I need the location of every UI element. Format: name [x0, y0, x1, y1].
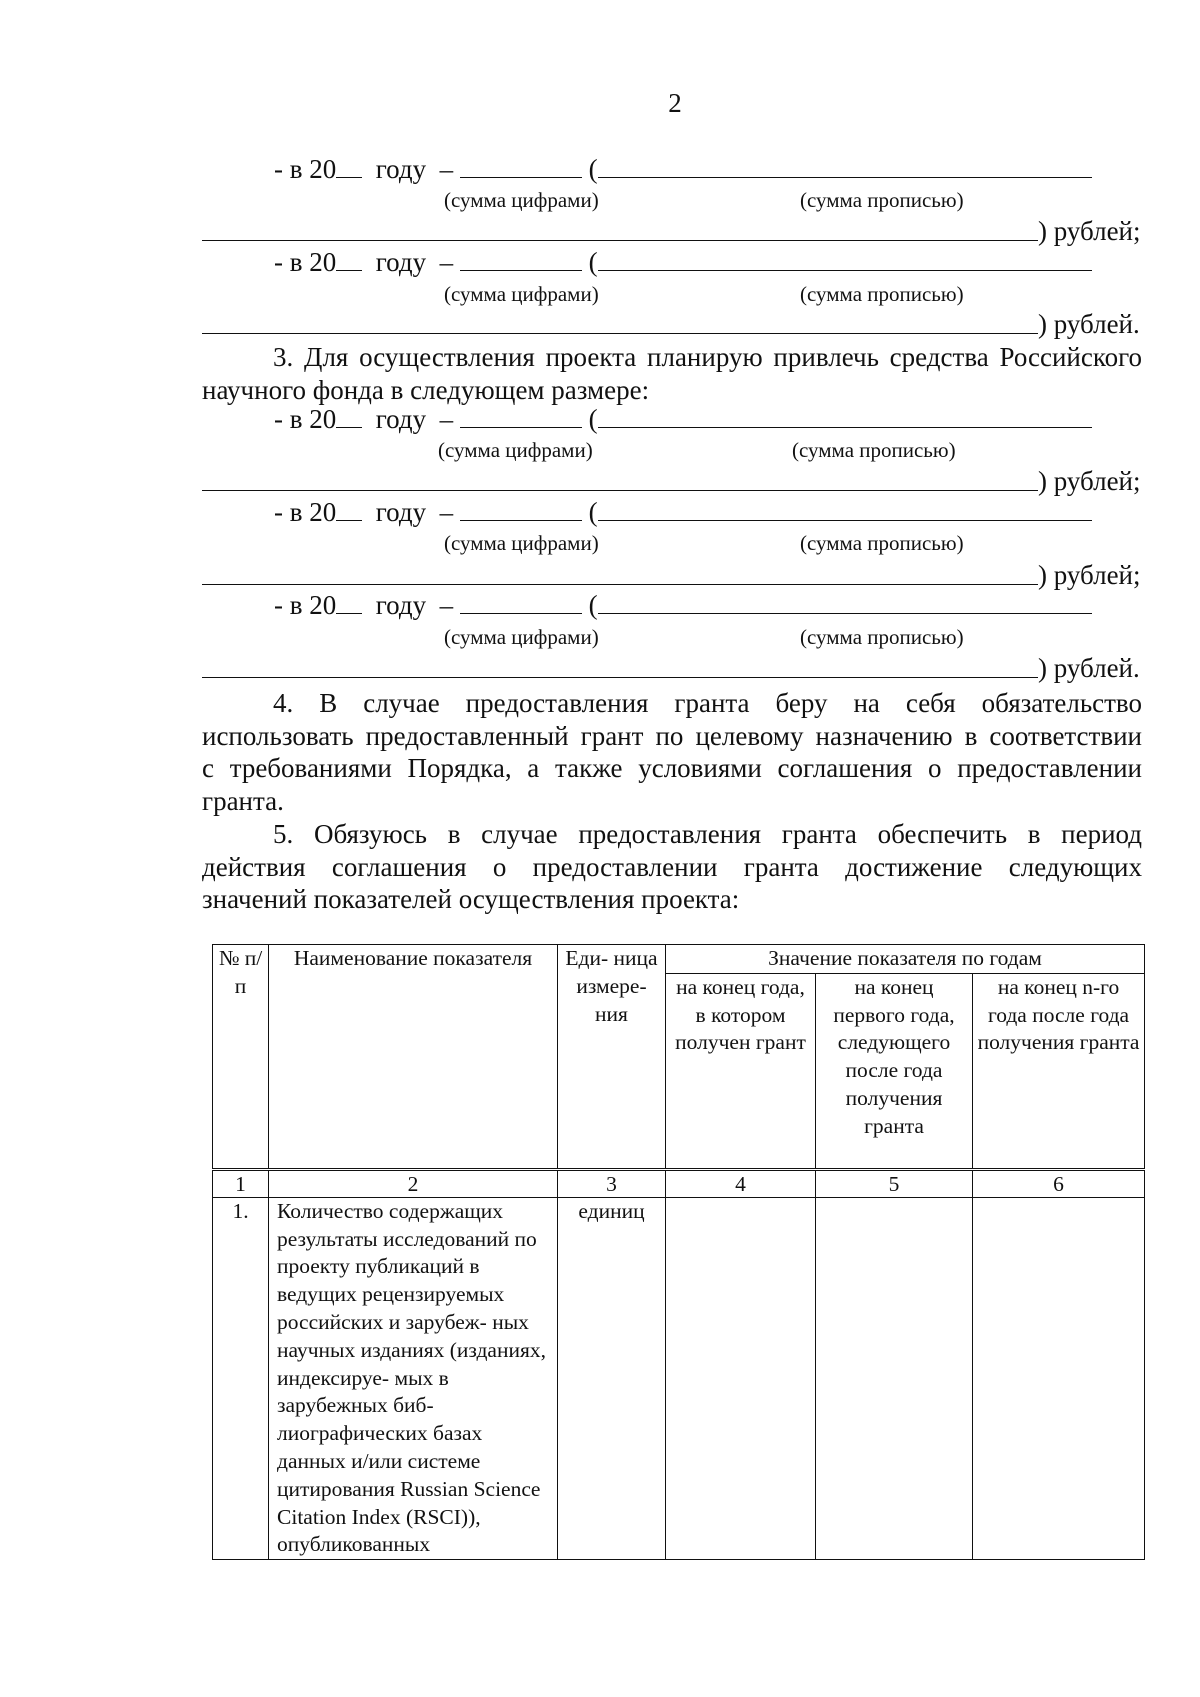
sum-words-blank[interactable]	[598, 591, 1092, 614]
year-word: году	[375, 404, 427, 434]
year-blank[interactable]	[336, 248, 362, 271]
paragraph-4-line: с требованиями Порядка, а также условиями соглашения о предоставлении	[202, 753, 1142, 783]
year-prefix: - в 20	[274, 404, 337, 434]
dash: –	[439, 590, 454, 620]
paragraph-5	[202, 818, 1142, 916]
caption-sum-digits: (сумма цифрами)	[444, 282, 599, 306]
dash: –	[439, 404, 454, 434]
column-number: 4	[666, 1169, 816, 1197]
header-col4: на конец года, в котором получен грант	[666, 973, 816, 1169]
paragraph-5-line: действия соглашения о предоставлении гранта достижение следующих	[202, 851, 1142, 882]
year-blank[interactable]	[336, 155, 362, 178]
sum-words-continuation-blank[interactable]	[202, 490, 1038, 491]
sum-digits-blank[interactable]	[460, 498, 582, 521]
row-number: 1.	[213, 1197, 269, 1559]
header-name: Наименование показателя	[269, 945, 558, 1170]
sum-words-continuation-blank[interactable]	[202, 333, 1038, 334]
year-line	[274, 247, 1092, 277]
year-blank[interactable]	[336, 591, 362, 614]
header-values-by-year: Значение показателя по годам	[666, 945, 1145, 974]
column-number: 5	[816, 1169, 973, 1197]
dash: –	[439, 497, 454, 527]
column-number-row	[213, 1169, 1145, 1197]
caption-sum-words: (сумма прописью)	[800, 188, 964, 212]
paragraph-3-line: научного фонда в следующем размере:	[202, 374, 650, 405]
sum-words-blank[interactable]	[598, 405, 1092, 428]
header-col6: на конец n-го года после года получения гранта	[973, 973, 1145, 1169]
caption-sum-digits: (сумма цифрами)	[444, 531, 599, 555]
year-line	[274, 404, 1092, 434]
header-num: № п/п	[213, 945, 269, 1170]
rubles-label: ) рублей;	[1038, 466, 1141, 496]
page-number: 2	[668, 88, 682, 118]
value-cell-col4[interactable]	[666, 1197, 816, 1559]
year-prefix: - в 20	[274, 247, 337, 277]
column-number: 1	[213, 1169, 269, 1197]
paragraph-4-line: гранта.	[202, 785, 284, 816]
indicators-table	[212, 944, 1145, 1560]
header-row	[213, 945, 1145, 974]
open-paren: (	[588, 247, 598, 277]
sum-digits-blank[interactable]	[460, 405, 582, 428]
year-word: году	[375, 154, 427, 184]
paragraph-3-line: 3. Для осуществления проекта планирую привлечь средства Российского	[273, 342, 1142, 372]
sum-words-blank[interactable]	[598, 248, 1092, 271]
caption-sum-words: (сумма прописью)	[800, 625, 964, 649]
year-line	[274, 497, 1092, 527]
value-cell-col6[interactable]	[973, 1197, 1145, 1559]
rubles-label: ) рублей.	[1038, 309, 1140, 339]
caption-sum-words: (сумма прописью)	[800, 531, 964, 555]
table-row	[213, 1197, 1145, 1559]
value-cell-col5[interactable]	[816, 1197, 973, 1559]
caption-sum-digits: (сумма цифрами)	[444, 188, 599, 212]
year-prefix: - в 20	[274, 154, 337, 184]
year-line	[274, 154, 1092, 184]
open-paren: (	[588, 590, 598, 620]
paragraph-5-line: значений показателей осуществления проекта:	[202, 884, 740, 914]
year-word: году	[375, 590, 427, 620]
dash: –	[439, 154, 454, 184]
caption-sum-words: (сумма прописью)	[792, 438, 956, 462]
year-prefix: - в 20	[274, 497, 337, 527]
open-paren: (	[588, 497, 598, 527]
year-word: году	[375, 497, 427, 527]
column-number: 6	[973, 1169, 1145, 1197]
open-paren: (	[588, 404, 598, 434]
year-blank[interactable]	[336, 405, 362, 428]
dash: –	[439, 247, 454, 277]
paragraph-5-line: 5. Обязуюсь в случае предоставления гранта обеспечить в период	[273, 819, 1142, 849]
year-line	[274, 590, 1092, 620]
header-unit: Еди- ница измере- ния	[558, 945, 666, 1170]
caption-sum-digits: (сумма цифрами)	[438, 438, 593, 462]
year-word: году	[375, 247, 427, 277]
paragraph-4-line: использовать предоставленный грант по целевому назначению в соответствии	[202, 720, 1142, 751]
paragraph-3	[202, 341, 1142, 406]
sum-words-blank[interactable]	[598, 498, 1092, 521]
sum-words-continuation-blank[interactable]	[202, 240, 1038, 241]
year-blank[interactable]	[336, 498, 362, 521]
rubles-label: ) рублей;	[1038, 216, 1141, 246]
paragraph-4-line: 4. В случае предоставления гранта беру на себя обязательство	[273, 688, 1142, 718]
indicator-name: Количество содержащих результаты исследований по проекту публикаций в ведущих рецензируемых российских и зарубеж- ных научных изданиях (изданиях, индексируе- мых в зарубежных биб- лиографических базах данных и/или системе цитирования Russian Science Citation Index (RSCI)), опубликованных	[269, 1197, 558, 1559]
sum-words-blank[interactable]	[598, 155, 1092, 178]
caption-sum-digits: (сумма цифрами)	[444, 625, 599, 649]
sum-words-continuation-blank[interactable]	[202, 584, 1038, 585]
sum-words-continuation-blank[interactable]	[202, 677, 1038, 678]
header-col5: на конец первого года, следующего после года получения гранта	[816, 973, 973, 1169]
column-number: 3	[558, 1169, 666, 1197]
sum-digits-blank[interactable]	[460, 248, 582, 271]
rubles-label: ) рублей;	[1038, 560, 1141, 590]
column-number: 2	[269, 1169, 558, 1197]
rubles-label: ) рублей.	[1038, 653, 1140, 683]
year-prefix: - в 20	[274, 590, 337, 620]
open-paren: (	[588, 154, 598, 184]
paragraph-4	[202, 687, 1142, 817]
indicator-unit: единиц	[558, 1197, 666, 1559]
caption-sum-words: (сумма прописью)	[800, 282, 964, 306]
sum-digits-blank[interactable]	[460, 591, 582, 614]
sum-digits-blank[interactable]	[460, 155, 582, 178]
